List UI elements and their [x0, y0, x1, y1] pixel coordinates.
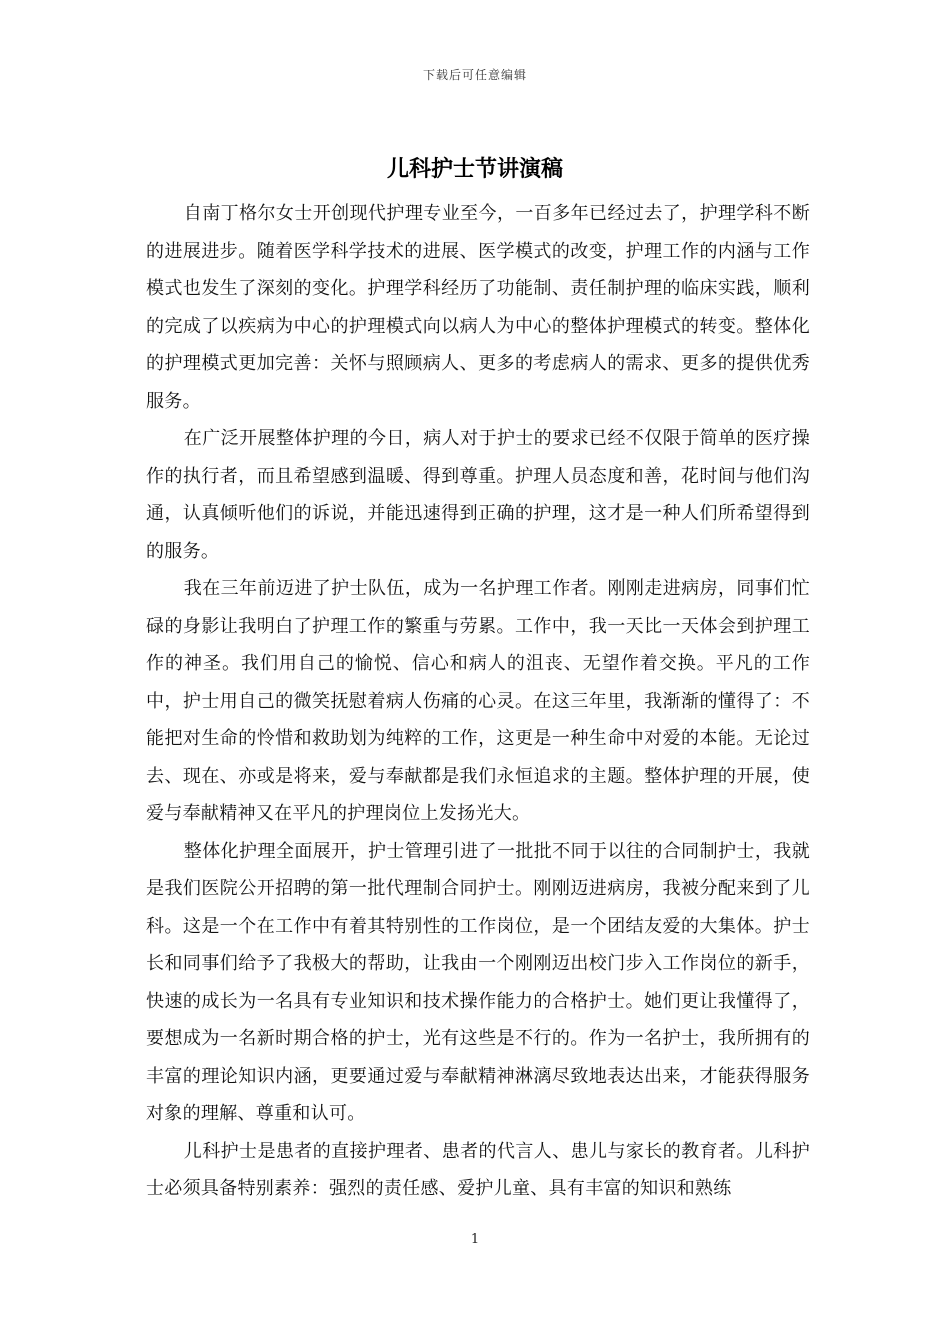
- header-note: 下载后可任意编辑: [422, 68, 527, 82]
- paragraph-4: 整体化护理全面展开，护士管理引进了一批批不同于以往的合同制护士，我就是我们医院公开招聘的第一批代理制合同护士。刚刚迈进病房，我被分配来到了儿科。这是一个在工作中有着其特别性的工作岗位，是一个团结友爱的大集体。护士长和同事们给予了我极大的帮助，让我由一个刚刚迈出校门步入工作岗位的新手，快速的成长为一名具有专业知识和技术操作能力的合格护士。她们更让我懂得了，要想成为一名新时期合格的护士，光有这些是不行的。作为一名护士，我所拥有的丰富的理论知识内涵，更要通过爱与奉献精神淋漓尽致地表达出来，才能获得服务对象的理解、尊重和认可。: [146, 840, 810, 1124]
- paragraph-5: 儿科护士是患者的直接护理者、患者的代言人、患儿与家长的教育者。儿科护士必须具备特别素养：强烈的责任感、爱护儿童、具有丰富的知识和熟练: [146, 1140, 810, 1199]
- paragraph-2: 在广泛开展整体护理的今日，病人对于护士的要求已经不仅限于简单的医疗操作的执行者，而且希望感到温暖、得到尊重。护理人员态度和善，花时间与他们沟通，认真倾听他们的诉说，并能迅速得到正确的护理，这才是一种人们所希望得到的服务。: [146, 428, 810, 562]
- page-number: 1: [470, 1232, 480, 1247]
- document-body: [146, 195, 810, 1208]
- paragraph-1: 自南丁格尔女士开创现代护理专业至今，一百多年已经过去了，护理学科不断的进展进步。随着医学科学技术的进展、医学模式的改变，护理工作的内涵与工作模式也发生了深刻的变化。护理学科经历了功能制、责任制护理的临床实践，顺利的完成了以疾病为中心的护理模式向以病人为中心的整体护理模式的转变。整体化的护理模式更加完善：关怀与照顾病人、更多的考虑病人的需求、更多的提供优秀服务。: [146, 203, 810, 412]
- paragraph-3: 我在三年前迈进了护士队伍，成为一名护理工作者。刚刚走进病房，同事们忙碌的身影让我明白了护理工作的繁重与劳累。工作中，我一天比一天体会到护理工作的神圣。我们用自己的愉悦、信心和病人的沮丧、无望作着交换。平凡的工作中，护士用自己的微笑抚慰着病人伤痛的心灵。在这三年里，我渐渐的懂得了：不能把对生命的怜惜和救助划为纯粹的工作，这更是一种生命中对爱的本能。无论过去、现在、亦或是将来，爱与奉献都是我们永恒追求的主题。整体护理的开展，使爱与奉献精神又在平凡的护理岗位上发扬光大。: [146, 578, 810, 824]
- document-title: 儿科护士节讲演稿: [386, 157, 563, 182]
